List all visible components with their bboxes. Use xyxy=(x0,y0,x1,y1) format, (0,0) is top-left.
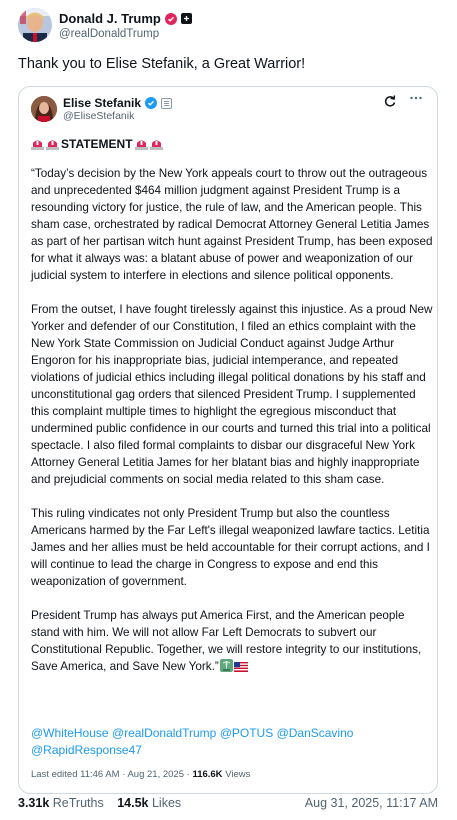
retruths-label[interactable]: ReTruths xyxy=(52,796,104,810)
retruths-count[interactable]: 3.31k xyxy=(18,796,50,810)
blue-check-icon xyxy=(145,97,157,109)
black-plus-badge-icon xyxy=(181,13,192,24)
author-handle[interactable]: @realDonaldTrump xyxy=(59,28,160,40)
quoted-author-handle[interactable]: @EliseStefanik xyxy=(63,110,135,122)
views-label: Views xyxy=(222,769,251,780)
quoted-paragraph: This ruling vindicates not only President Trump but also the countless Americans harmed by the Far Left's illegal weaponized lawfare tactics. Letitia James and her allies must be held accountable for their corrupt actions, and I will continue to lead the charge in Congress to expose and end this weaponization of government. xyxy=(31,507,430,588)
author-name-row xyxy=(59,11,192,26)
mention-link[interactable]: @DanScavino xyxy=(276,726,354,740)
likes-count[interactable]: 14.5k xyxy=(117,796,149,810)
quoted-paragraph: From the outset, I have fought tirelessly against this injustice. As a proud New Yorker and defender of our Constitution, I filed an ethics complaint with the New York State Commission on Judicial Conduct against Judge Arthur Engoron for his inappropriate bias, judicial intemperance, and repeated violations of judicial ethics including illegal political donations by his staff and unconstitutional gag orders that silenced President Trump. I supplemented this complaint multiple times to highlight the egregious misconduct that undermined public confidence in our courts and turned this trial into a political spectacle. I also filed formal complaints to disbar our disgraceful New York Attorney General Letitia James for her blatant bias and highly inappropriate and prejudicial comments on social media related to this sham case. xyxy=(31,303,433,486)
mention-link[interactable]: @RapidResponse47 xyxy=(31,743,142,757)
mention-link[interactable]: @WhiteHouse xyxy=(31,726,109,740)
author-avatar[interactable] xyxy=(18,8,52,42)
government-badge-icon xyxy=(161,98,172,109)
police-light-icon xyxy=(46,138,59,150)
police-light-icon xyxy=(150,138,163,150)
edited-timestamp: Last edited 11:46 AM · Aug 21, 2025 · xyxy=(31,769,193,780)
post-header xyxy=(18,6,438,46)
author-name[interactable]: Donald J. Trump xyxy=(59,11,161,26)
edited-info xyxy=(31,769,250,780)
views-count: 116.6K xyxy=(192,769,223,780)
quoted-paragraph-text: President Trump has always put America First, and the American people stand with him. We will not allow Far Left Democrats to subvert our Constitutional Republic. Together, we will restore integrity to our institutions, Save America, and Save New York.” xyxy=(31,609,422,673)
quoted-body xyxy=(31,165,433,694)
more-icon[interactable] xyxy=(409,91,423,108)
police-light-icon xyxy=(31,138,44,150)
mention-link[interactable]: @POTUS xyxy=(219,726,274,740)
quoted-paragraph: “Today’s decision by the New York appeals court to throw out the outrageous and unprecedented $464 million judgment against President Trump is a resounding victory for justice, the rule of law, and the American people. This sham case, orchestrated by radical Democrat Attorney General Letitia James as part of her partisan witch hunt against President Trump, has been exposed for what it always was: a blatant abuse of power and weaponization of our judicial system to interfere in elections and silence political opponents. xyxy=(31,167,433,282)
red-verified-badge-icon xyxy=(165,13,177,25)
post-date[interactable]: Aug 31, 2025, 11:17 AM xyxy=(304,796,438,810)
likes-label[interactable]: Likes xyxy=(151,796,182,810)
post-footer xyxy=(18,796,438,814)
quoted-author-name[interactable]: Elise Stefanik xyxy=(63,96,142,110)
refresh-icon[interactable] xyxy=(383,94,397,108)
us-flag-icon xyxy=(234,660,248,677)
quoted-post[interactable] xyxy=(18,86,438,794)
mentions-line xyxy=(31,725,431,759)
post-text: Thank you to Elise Stefanik, a Great Warrior! xyxy=(18,56,306,72)
quoted-paragraph-last xyxy=(31,607,433,677)
mention-link[interactable]: @realDonaldTrump xyxy=(111,726,217,740)
statement-heading: STATEMENT xyxy=(61,137,133,151)
police-light-icon xyxy=(135,138,148,150)
engagement-stats xyxy=(18,796,181,810)
statement-heading-row xyxy=(31,137,165,151)
quoted-author-name-row xyxy=(63,96,172,110)
statue-of-liberty-icon xyxy=(220,659,233,677)
quoted-author-avatar[interactable] xyxy=(31,96,57,122)
